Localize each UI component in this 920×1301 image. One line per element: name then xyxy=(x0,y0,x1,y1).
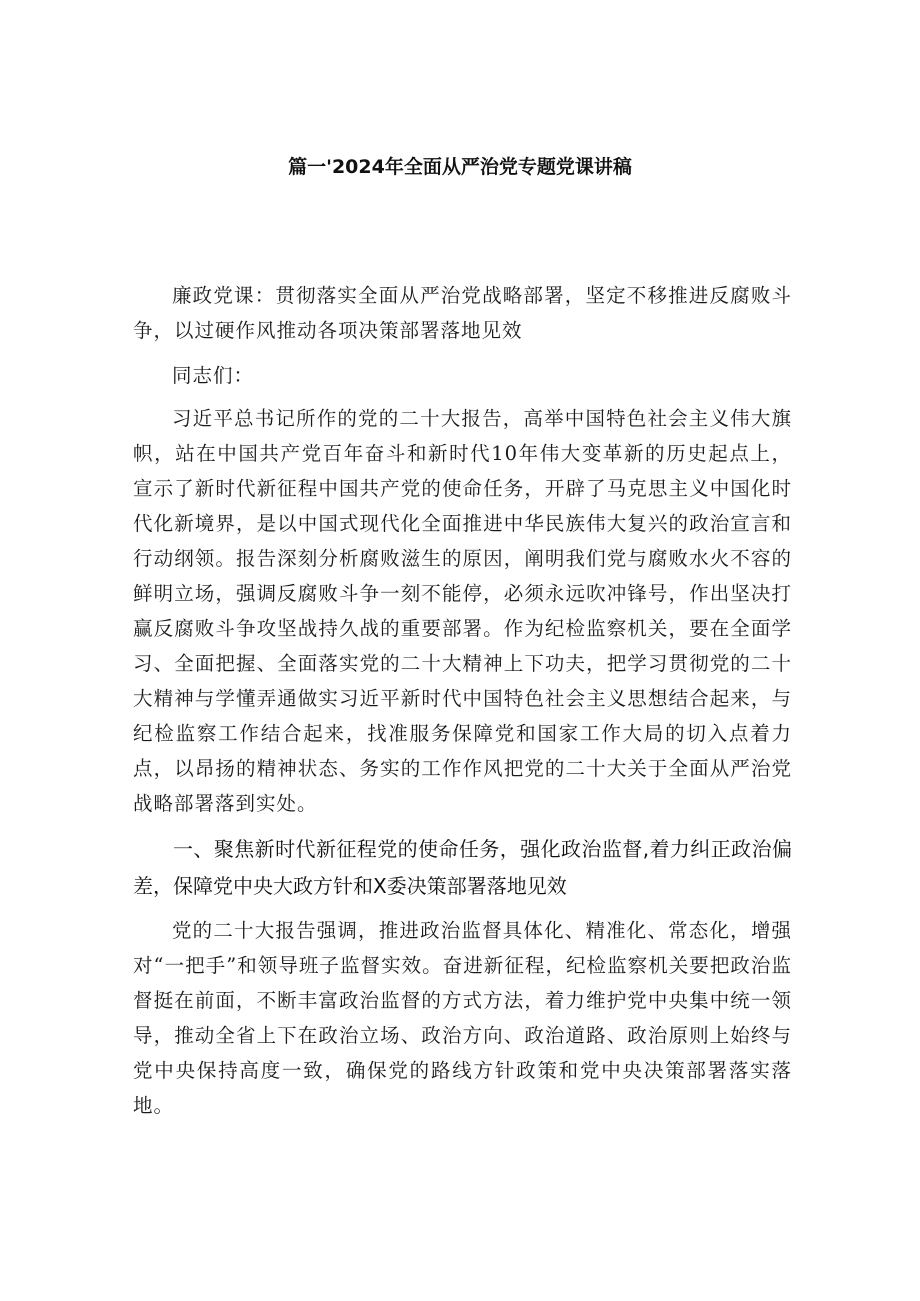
section-heading-1: 一、聚焦新时代新征程党的使命任务，强化政治监督,着力纠正政治偏差，保障党中央大政方针和X委决策部署落地见效 xyxy=(133,837,792,898)
intro-paragraph: 习近平总书记所作的党的二十大报告，高举中国特色社会主义伟大旗帜，站在中国共产党百年奋斗和新时代10年伟大变革新的历史起点上，宣示了新时代新征程中国共产党的使命任务，开辟了马克思主义中国化时代化新境界，是以中国式现代化全面推进中华民族伟大复兴的政治宣言和行动纲领。报告深刻分析腐败滋生的原因，阐明我们党与腐败水火不容的鲜明立场，强调反腐败斗争一刻不能停，必须永远吹冲锋号，作出坚决打赢反腐败斗争攻坚战持久战的重要部署。作为纪检监察机关，要在全面学习、全面把握、全面落实党的二十大精神上下功夫，把学习贯彻党的二十大精神与学懂弄通做实习近平新时代中国特色社会主义思想结合起来，与纪检监察工作结合起来，找准服务保障党和国家工作大局的切入点着力点，以昂扬的精神状态、务实的工作作风把党的二十大关于全面从严治党战略部署落到实处。 xyxy=(133,407,792,815)
document-title: 篇一'2024年全面从严治党专题党课讲稿 xyxy=(288,156,632,178)
section-1-paragraph: 党的二十大报告强调，推进政治监督具体化、精准化、常态化，增强对“一把手”和领导班子监督实效。奋进新征程，纪检监察机关要把政治监督挺在前面，不断丰富政治监督的方式方法，着力维护党中央集中统一领导，推动全省上下在政治立场、政治方向、政治道路、政治原则上始终与党中央保持高度一致，确保党的路线方针政策和党中央决策部署落实落地。 xyxy=(133,919,792,1117)
document-body xyxy=(133,278,792,1133)
greeting: 同志们： xyxy=(172,364,255,387)
lecture-subtitle: 廉政党课：贯彻落实全面从严治党战略部署，坚定不移推进反腐败斗争，以过硬作风推动各项决策部署落地见效 xyxy=(133,284,792,342)
